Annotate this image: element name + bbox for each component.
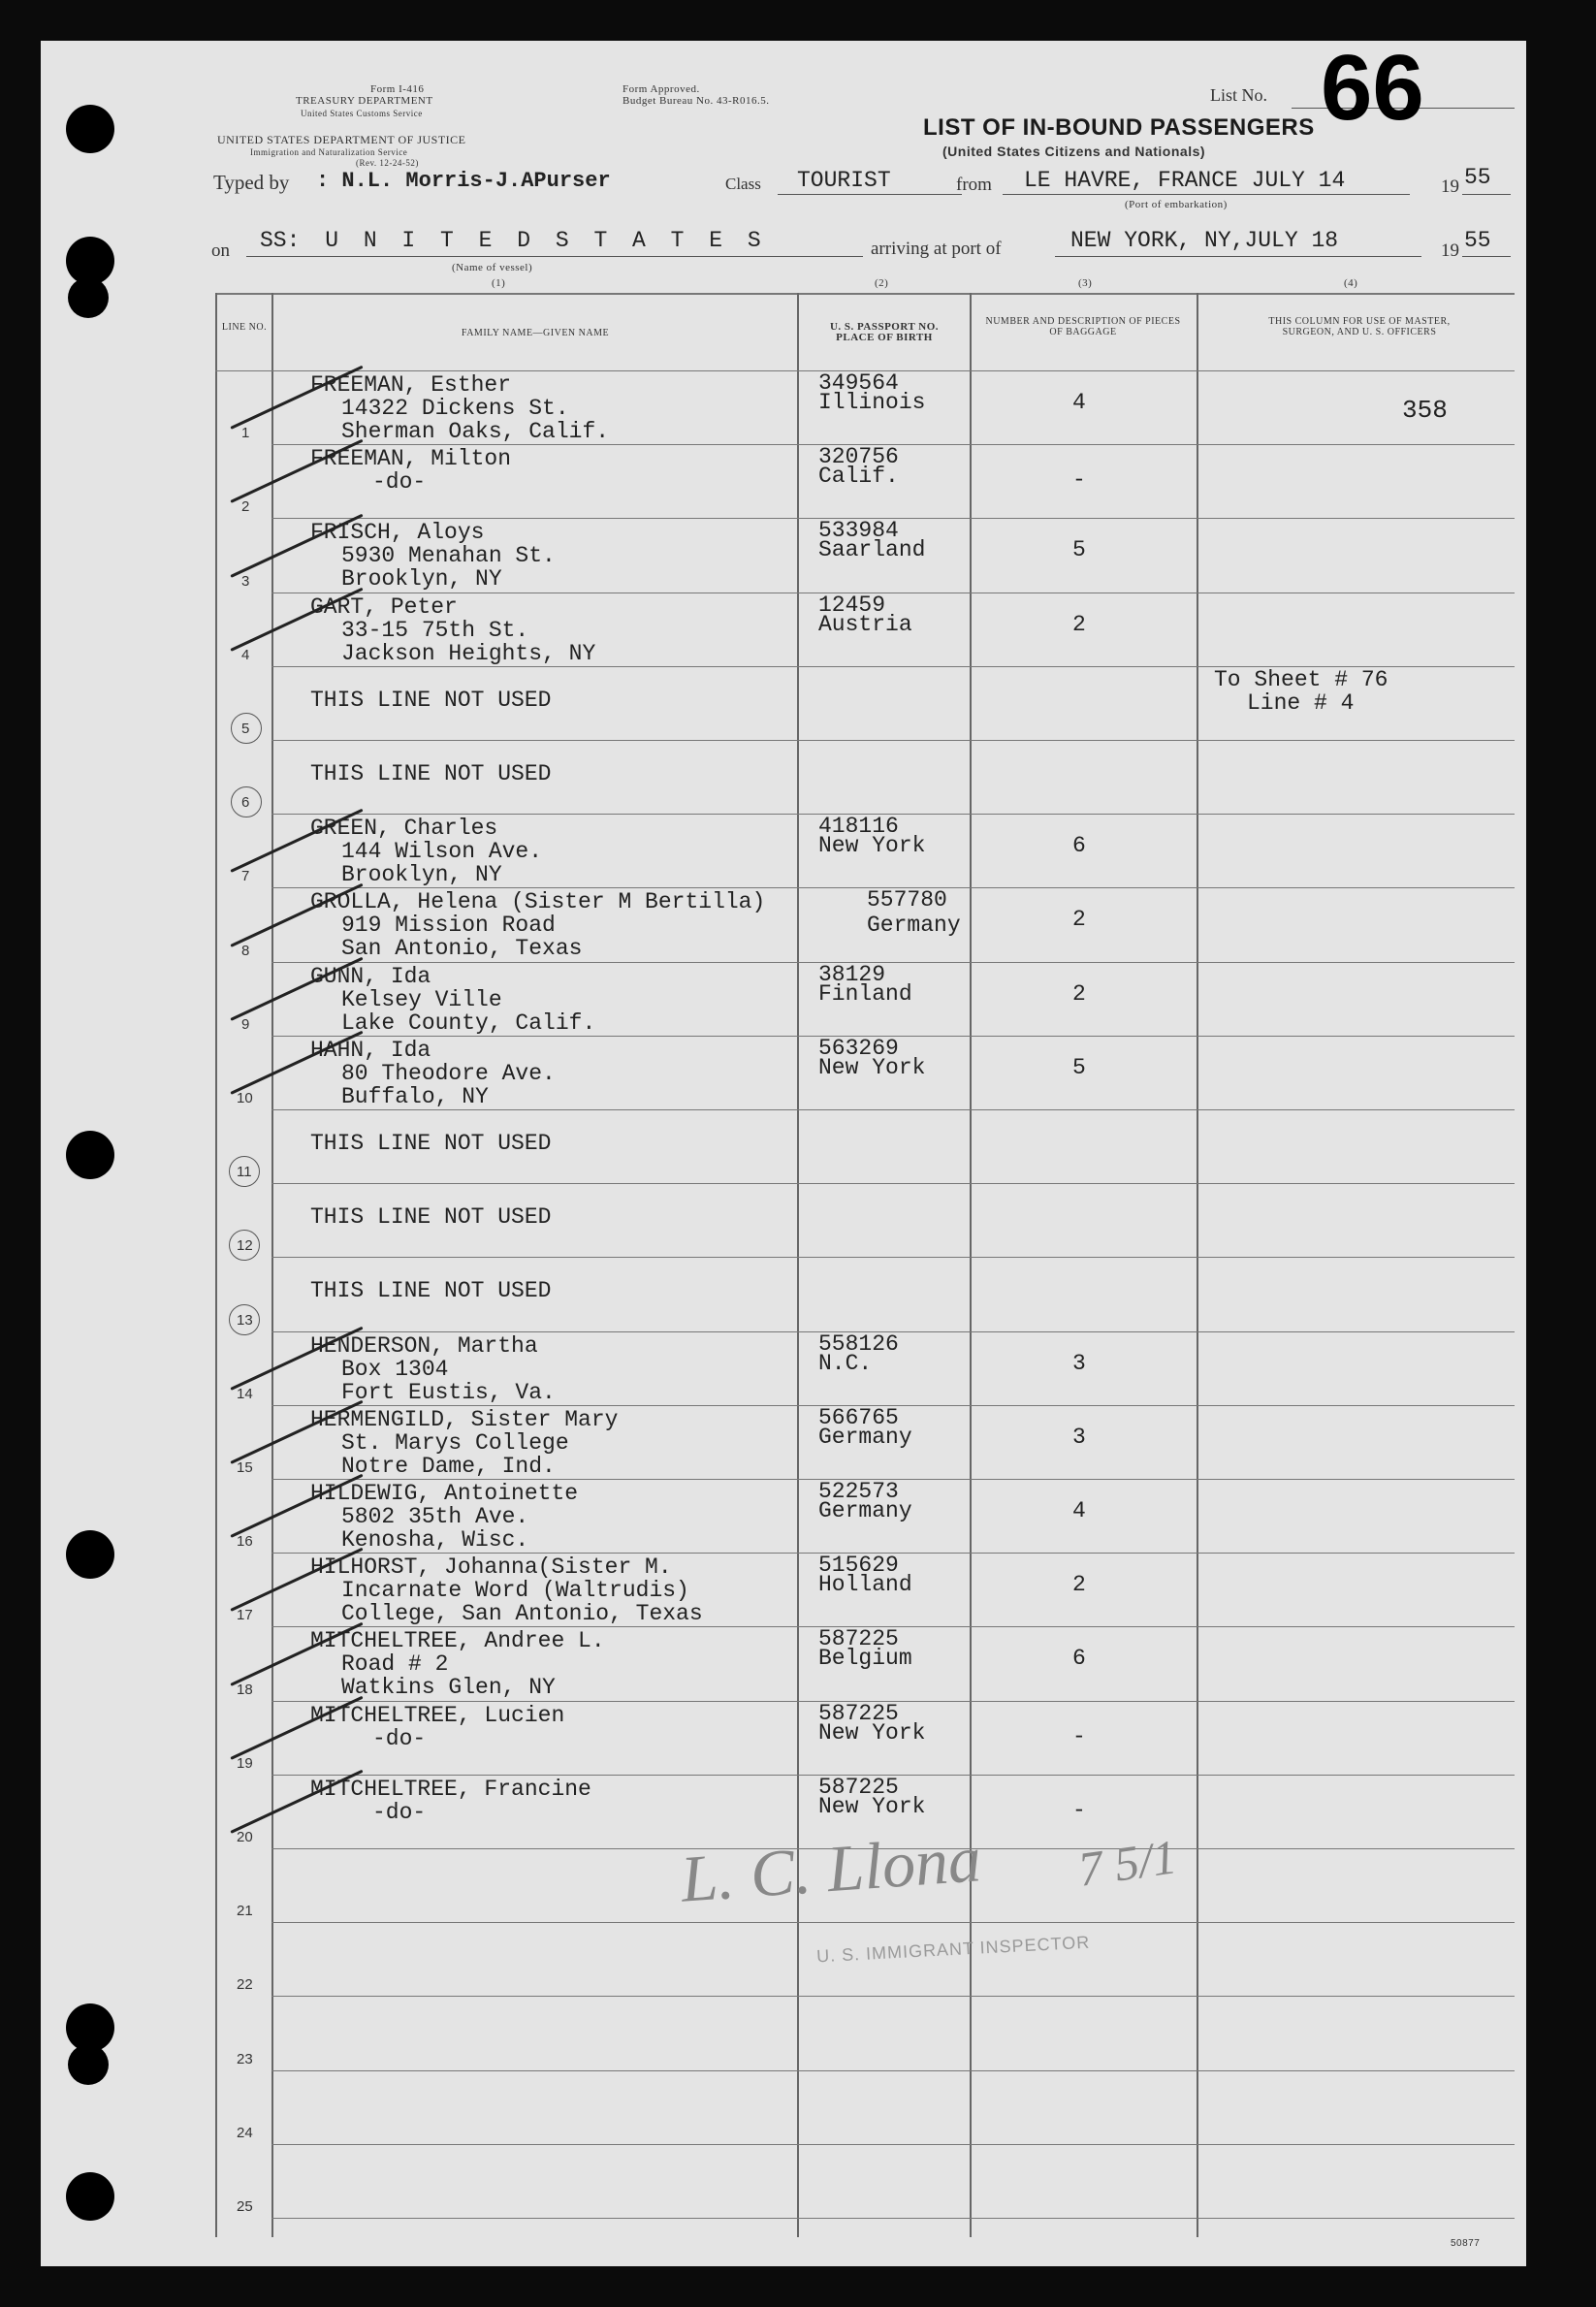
line-number: 3 (241, 572, 250, 590)
year-prefix-1: 19 (1441, 176, 1459, 197)
baggage-count: 4 (1072, 390, 1086, 415)
place-of-birth: N.C. (818, 1350, 873, 1376)
class-value: TOURIST (797, 168, 891, 193)
place-of-birth: Austria (818, 611, 912, 637)
table-row (41, 1479, 1526, 1553)
on-label: on (211, 240, 230, 261)
passenger-name: MITCHELTREE, Lucien (310, 1702, 565, 1728)
passport-number: 566765 (818, 1404, 899, 1430)
table-row (41, 887, 1526, 961)
line-number: 24 (237, 2124, 253, 2141)
baggage-count: - (1072, 1723, 1086, 1749)
table-row (41, 370, 1526, 444)
passport-number: 533984 (818, 518, 899, 544)
passport-number: 587225 (818, 1700, 899, 1726)
place-of-birth: Germany (818, 1424, 912, 1450)
line-number: 22 (237, 1976, 253, 1994)
punch-hole (66, 105, 114, 153)
inspector-signature: L. C. Llona (678, 1821, 984, 1916)
place-of-birth: Holland (818, 1572, 912, 1598)
baggage-count: 3 (1072, 1350, 1086, 1376)
line-number: 12 (237, 1237, 253, 1255)
passport-number: 558126 (818, 1330, 899, 1357)
line-number: 5 (241, 720, 250, 737)
col-num-2: (2) (875, 277, 889, 289)
passenger-address-1: 14322 Dickens St. (341, 396, 569, 421)
line-number: 21 (237, 1903, 253, 1920)
footer-code: 50877 (1451, 2238, 1481, 2249)
passenger-address-2: Brooklyn, NY (341, 566, 502, 593)
row-divider (271, 2218, 1515, 2219)
from-label: from (956, 175, 992, 195)
passenger-address-2: College, San Antonio, Texas (341, 1601, 703, 1627)
table-row (41, 740, 1526, 814)
passport-number: 38129 (818, 961, 886, 987)
table-row (41, 2144, 1526, 2218)
passenger-name: GUNN, Ida (310, 963, 431, 989)
place-of-birth: New York (818, 1719, 926, 1746)
passport-number: 557780 (867, 887, 947, 913)
from-value: LE HAVRE, FRANCE JULY 14 (1024, 168, 1346, 193)
line-number: 18 (237, 1681, 253, 1698)
line-number: 14 (237, 1385, 253, 1402)
baggage-count: - (1072, 1797, 1086, 1823)
passenger-address-1: Box 1304 (341, 1356, 449, 1382)
budget-bureau: Budget Bureau No. 43-R016.5. (622, 95, 770, 107)
passenger-name: MITCHELTREE, Francine (310, 1776, 591, 1802)
list-no-label: List No. (1210, 85, 1268, 105)
table-row (41, 1701, 1526, 1775)
passenger-address-1: St. Marys College (341, 1429, 569, 1456)
passenger-name: GREEN, Charles (310, 816, 498, 842)
passport-number: 522573 (818, 1479, 899, 1504)
place-of-birth: New York (818, 1054, 926, 1080)
line-number: 16 (237, 1533, 253, 1551)
vessel-value: SS: U N I T E D S T A T E S (260, 228, 761, 253)
arrival-value: NEW YORK, NY,JULY 18 (1070, 228, 1339, 253)
col-head-baggage: NUMBER AND DESCRIPTION OF PIECES OF BAGGAGE (985, 316, 1181, 337)
table-row (41, 2070, 1526, 2144)
passenger-address-1: 919 Mission Road (341, 913, 556, 939)
passenger-name: FREEMAN, Milton (310, 446, 512, 472)
line-number: 4 (241, 646, 250, 663)
class-label: Class (725, 175, 761, 193)
place-of-birth: Germany (867, 913, 961, 939)
passenger-address-2: Sherman Oaks, Calif. (341, 419, 610, 444)
table-row (41, 1331, 1526, 1405)
line-number: 13 (237, 1311, 253, 1329)
treasury-department: TREASURY DEPARTMENT (296, 95, 433, 107)
passenger-name: HILHORST, Johanna(Sister M. (310, 1554, 672, 1581)
line-number: 8 (241, 942, 250, 959)
punch-hole (68, 277, 109, 318)
passenger-address-1: 5930 Menahan St. (341, 543, 556, 569)
line-number: 2 (241, 498, 250, 516)
passenger-name: THIS LINE NOT USED (310, 687, 552, 713)
inspector-stamp: U. S. IMMIGRANT INSPECTOR (815, 1932, 1091, 1967)
passport-number: 515629 (818, 1553, 899, 1579)
table-row (41, 1109, 1526, 1183)
baggage-count: 2 (1072, 1572, 1086, 1598)
passenger-address-2: Brooklyn, NY (341, 862, 502, 888)
typed-by-value: : N.L. Morris-J.APurser (316, 169, 611, 193)
punch-hole (66, 2172, 114, 2221)
table-row (41, 1553, 1526, 1626)
justice-department: UNITED STATES DEPARTMENT OF JUSTICE (217, 133, 466, 146)
year-prefix-2: 19 (1441, 240, 1459, 261)
line-number: 7 (241, 868, 250, 885)
ins-service: Immigration and Naturalization Service (250, 147, 408, 157)
col-head-officers: THIS COLUMN FOR USE OF MASTER, SURGEON, AND U. S. OFFICERS (1268, 316, 1451, 337)
table-row (41, 1257, 1526, 1330)
col-num-4: (4) (1344, 277, 1358, 289)
passenger-name: HILDEWIG, Antoinette (310, 1481, 579, 1506)
passenger-address-2: Buffalo, NY (341, 1083, 489, 1109)
passport-number: 349564 (818, 370, 899, 396)
passenger-address-1: 144 Wilson Ave. (341, 839, 543, 865)
place-of-birth: Finland (818, 980, 912, 1007)
passport-number: 12459 (818, 592, 886, 618)
place-of-birth: Germany (818, 1498, 912, 1523)
line-number: 20 (237, 1828, 253, 1845)
passenger-name: MITCHELTREE, Andree L. (310, 1628, 605, 1654)
table-row (41, 814, 1526, 887)
passenger-name: HAHN, Ida (310, 1037, 431, 1063)
passenger-address-2: Kenosha, Wisc. (341, 1527, 529, 1553)
table-row (41, 1183, 1526, 1257)
table-row (41, 1626, 1526, 1700)
passenger-address-2: Watkins Glen, NY (341, 1675, 556, 1701)
col-num-3: (3) (1078, 277, 1093, 289)
officer-note-358: 358 (1402, 396, 1448, 425)
passenger-address-2: Notre Dame, Ind. (341, 1453, 556, 1479)
form-approved: Form Approved. (622, 83, 700, 95)
passenger-name: THIS LINE NOT USED (310, 1278, 552, 1304)
to-sheet-note-2: Line # 4 (1247, 690, 1355, 716)
passenger-address-1: -do- (372, 1799, 427, 1825)
place-of-birth: New York (818, 1793, 926, 1819)
table-row (41, 1922, 1526, 1996)
to-sheet-note-1: To Sheet # 76 (1214, 667, 1389, 692)
table-row (41, 593, 1526, 666)
passenger-address-2: Fort Eustis, Va. (341, 1379, 556, 1405)
place-of-birth: New York (818, 833, 926, 859)
passenger-address-1: 33-15 75th St. (341, 617, 529, 643)
place-of-birth: Belgium (818, 1646, 912, 1672)
baggage-count: 6 (1072, 1646, 1086, 1672)
signature-date: 7 5/1 (1074, 1829, 1180, 1897)
line-number: 9 (241, 1015, 250, 1033)
table-row (41, 444, 1526, 518)
passenger-address-1: Road # 2 (341, 1651, 449, 1678)
line-number: 17 (237, 1607, 253, 1624)
punch-hole (66, 1131, 114, 1179)
passenger-name: FRISCH, Aloys (310, 520, 485, 546)
table-row (41, 962, 1526, 1036)
punch-hole (68, 2044, 109, 2085)
line-number: 25 (237, 2197, 253, 2215)
passport-number: 587225 (818, 1774, 899, 1800)
baggage-count: 2 (1072, 907, 1086, 933)
list-subtitle: (United States Citizens and Nationals) (942, 144, 1206, 159)
passenger-name: THIS LINE NOT USED (310, 1204, 552, 1231)
place-of-birth: Calif. (818, 464, 899, 490)
passenger-name: GART, Peter (310, 593, 458, 620)
passport-number: 587225 (818, 1626, 899, 1652)
port-embark-label: (Port of embarkation) (1125, 199, 1228, 210)
baggage-count: 4 (1072, 1498, 1086, 1523)
passenger-address-1: 5802 35th Ave. (341, 1504, 529, 1529)
passenger-address-2: Jackson Heights, NY (341, 640, 596, 666)
passenger-address-1: -do- (372, 1725, 427, 1751)
line-number: 15 (237, 1458, 253, 1476)
passport-number: 418116 (818, 814, 899, 840)
line-number: 23 (237, 2050, 253, 2067)
line-number: 19 (237, 1754, 253, 1772)
table-row (41, 518, 1526, 592)
list-title: LIST OF IN-BOUND PASSENGERS (923, 114, 1315, 141)
passenger-address-2: San Antonio, Texas (341, 936, 583, 962)
baggage-count: 6 (1072, 833, 1086, 859)
form-number: Form I-416 (370, 83, 425, 95)
passenger-address-2: Lake County, Calif. (341, 1009, 596, 1036)
passenger-name: THIS LINE NOT USED (310, 1131, 552, 1156)
typed-by-label: Typed by (213, 171, 290, 194)
passenger-name: THIS LINE NOT USED (310, 761, 552, 786)
passenger-name: GROLLA, Helena (Sister M Bertilla) (310, 889, 766, 915)
line-number: 1 (241, 425, 250, 442)
arriving-label: arriving at port of (871, 239, 1002, 259)
table-row (41, 1996, 1526, 2069)
col-head-name: FAMILY NAME—GIVEN NAME (461, 328, 610, 338)
manifest-page (41, 41, 1526, 2266)
passenger-name: HERMENGILD, Sister Mary (310, 1406, 619, 1432)
col-num-1: (1) (492, 277, 506, 289)
table-row (41, 1405, 1526, 1479)
passenger-name: FREEMAN, Esther (310, 372, 512, 398)
line-number: 6 (241, 794, 250, 812)
revision: (Rev. 12-24-52) (356, 158, 419, 168)
baggage-count: 5 (1072, 1054, 1086, 1080)
passport-number: 320756 (818, 444, 899, 470)
passenger-address-1: -do- (372, 469, 427, 496)
table-row (41, 1036, 1526, 1109)
vessel-label: (Name of vessel) (452, 262, 533, 273)
line-number: 10 (237, 1089, 253, 1106)
baggage-count: 3 (1072, 1424, 1086, 1450)
baggage-count: - (1072, 467, 1086, 494)
line-number: 11 (237, 1164, 252, 1181)
baggage-count: 5 (1072, 537, 1086, 563)
passenger-address-1: Kelsey Ville (341, 986, 502, 1012)
list-number: 66 (1321, 41, 1424, 140)
col-head-passport: U. S. PASSPORT NO. PLACE OF BIRTH (829, 321, 940, 343)
year-2: 55 (1464, 228, 1491, 253)
customs-service: United States Customs Service (301, 109, 423, 118)
passenger-table (41, 41, 1526, 2266)
passenger-address-1: 80 Theodore Ave. (341, 1060, 556, 1086)
col-head-line-no: LINE NO. (221, 322, 268, 333)
place-of-birth: Saarland (818, 537, 926, 563)
baggage-count: 2 (1072, 980, 1086, 1007)
passenger-address-1: Incarnate Word (Waltrudis) (341, 1578, 689, 1604)
passport-number: 563269 (818, 1035, 899, 1061)
baggage-count: 2 (1072, 611, 1086, 637)
table-top-border (215, 293, 1515, 295)
punch-hole (66, 1530, 114, 1579)
passenger-name: HENDERSON, Martha (310, 1332, 538, 1359)
place-of-birth: Illinois (818, 390, 926, 415)
year-1: 55 (1464, 165, 1491, 190)
